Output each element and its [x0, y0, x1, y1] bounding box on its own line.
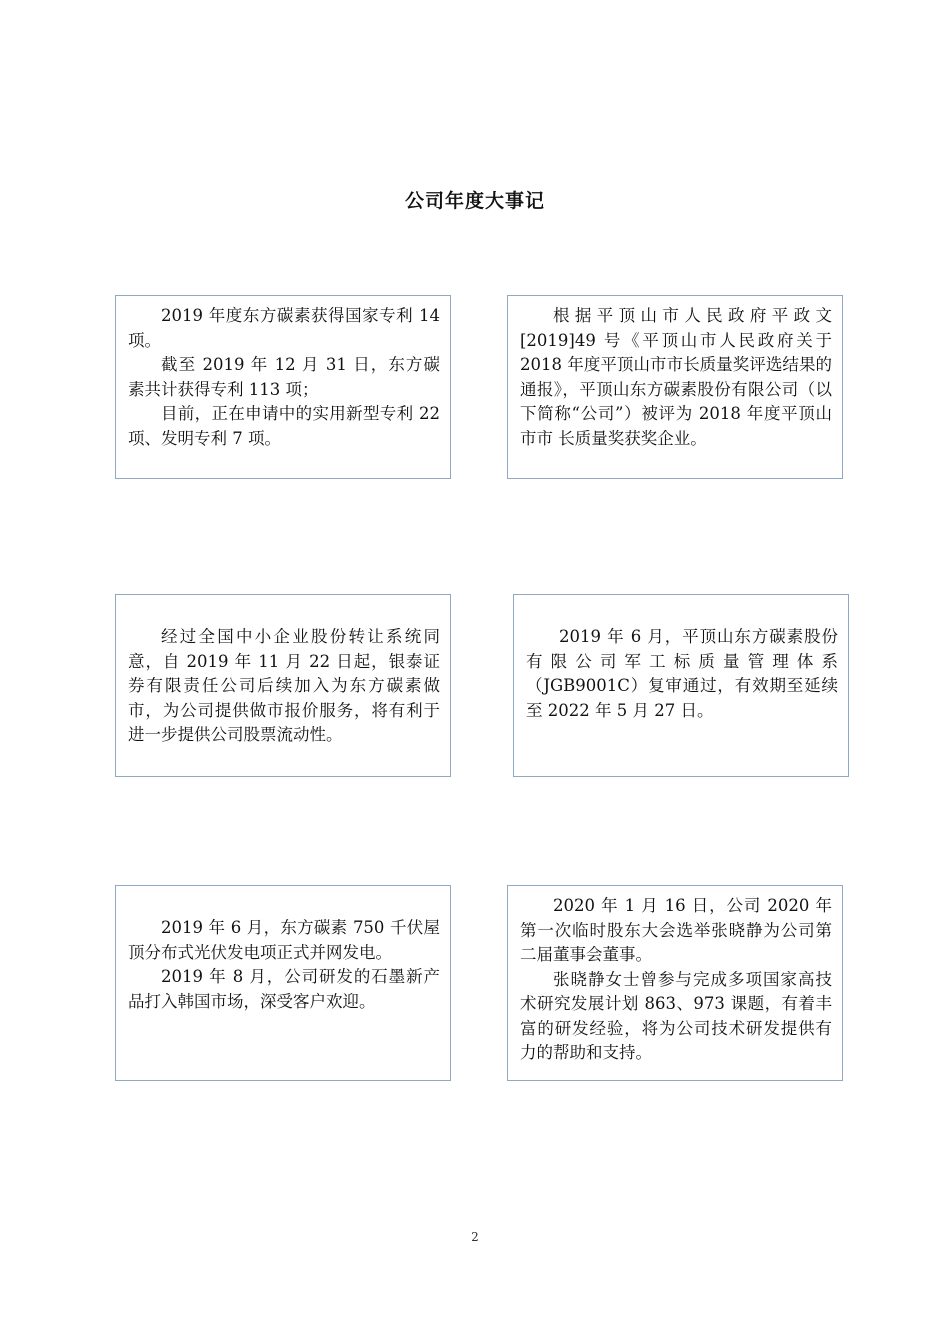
- page-title: 公司年度大事记: [404, 190, 545, 212]
- event-box-quality-award: [507, 295, 843, 479]
- event-box-patents: [115, 295, 451, 479]
- event-paragraph: 张晓静女士曾参与完成多项国家高技术研究发展计划 863、973 课题，有着丰富的研发经验，将为公司技术研发提供有力的帮助和支持。: [520, 969, 832, 1062]
- event-paragraph: 2020 年 1 月 16 日，公司 2020 年第一次临时股东大会选举张晓静为公司第二届董事会董事。: [520, 896, 832, 964]
- event-box-market-maker: [115, 594, 451, 777]
- event-paragraph: 2019 年 6 月，平顶山东方碳素股份有限公司军工标质量管理体系（JGB9001C）复审通过，有效期至延续至 2022 年 5 月 27 日。: [526, 627, 838, 720]
- event-paragraph: 截至 2019 年 12 月 31 日，东方碳素共计获得专利 113 项；: [128, 355, 440, 399]
- event-paragraph: 经过全国中小企业股份转让系统同意，自 2019 年 11 月 22 日起，银泰证券有限责任公司后续加入为东方碳素做市，为公司提供做市报价服务，将有利于进一步提供公司股票流动性。: [128, 627, 440, 744]
- event-box-photovoltaic: [115, 885, 451, 1081]
- event-paragraph: 2019 年 6 月，东方碳素 750 千伏屋顶分布式光伏发电项正式并网发电。: [128, 918, 440, 962]
- event-paragraph: 目前，正在申请中的实用新型专利 22 项、发明专利 7 项。: [128, 404, 440, 448]
- event-paragraph: 2019 年度东方碳素获得国家专利 14 项。: [128, 306, 440, 350]
- event-paragraph: 2019 年 8 月，公司研发的石墨新产品打入韩国市场，深受客户欢迎。: [128, 967, 440, 1011]
- event-box-quality-system: [513, 594, 849, 777]
- event-box-director-election: [507, 885, 843, 1081]
- event-paragraph: 根据平顶山市人民政府平政文[2019]49 号《平顶山市人民政府关于 2018 年度平顶山市市长质量奖评选结果的通报》，平顶山东方碳素股份有限公司（以下简称“公司”）被评为 2018 年度平顶山市市 长质量奖获奖企业。: [520, 306, 832, 448]
- page-number: 2: [471, 1230, 479, 1244]
